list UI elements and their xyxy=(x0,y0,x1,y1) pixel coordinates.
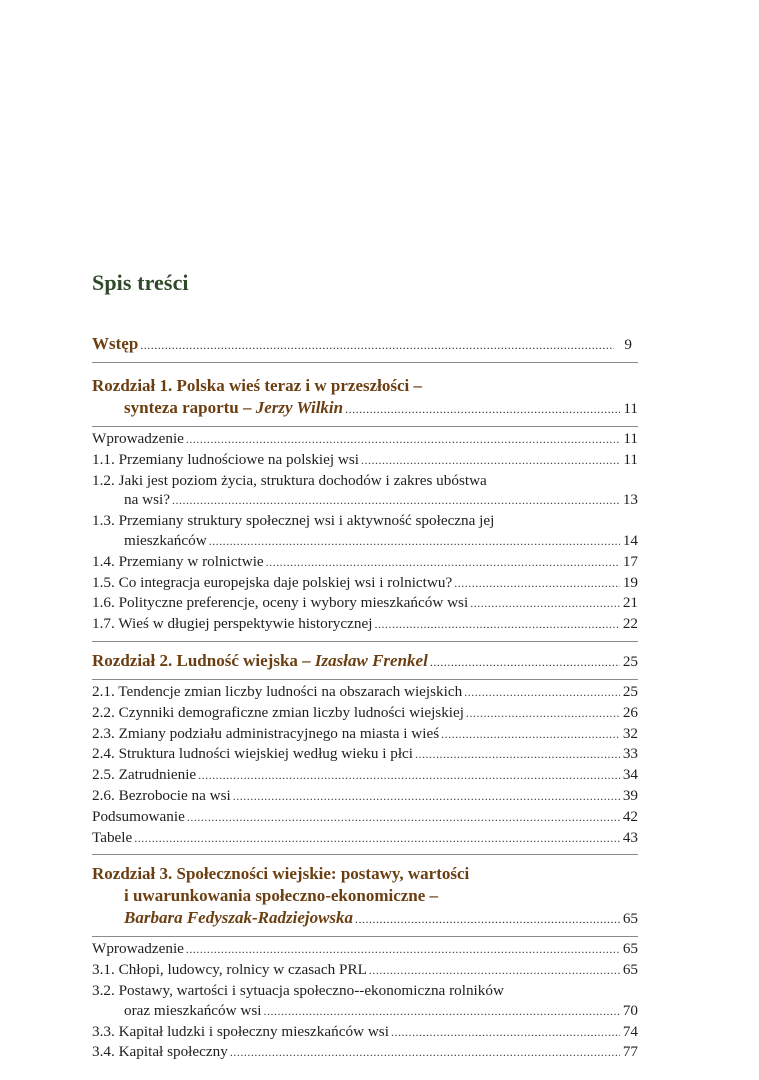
toc-entry[interactable] xyxy=(92,552,638,573)
toc-entry[interactable] xyxy=(92,429,638,450)
leader-dots xyxy=(209,532,620,552)
toc-intro[interactable] xyxy=(92,333,638,356)
leader-dots xyxy=(186,940,620,960)
leader-dots xyxy=(187,808,620,828)
chapter-1-subtitle: synteza raportu – xyxy=(124,398,256,417)
toc-entry[interactable] xyxy=(92,573,638,594)
toc-entry[interactable] xyxy=(92,786,638,807)
toc-entry-label: 2.5. Zatrudnienie xyxy=(92,766,197,784)
toc-entry-page: 14 xyxy=(622,531,638,549)
divider xyxy=(92,679,638,680)
leader-dots xyxy=(374,615,620,635)
toc-entry[interactable] xyxy=(92,960,638,981)
toc-intro-page: 9 xyxy=(624,336,632,353)
toc-entry-label: 3.4. Kapitał społeczny xyxy=(92,1043,228,1061)
chapter-1-page: 11 xyxy=(623,400,638,417)
toc-intro-label: Wstęp xyxy=(92,334,139,353)
toc-entry-page: 77 xyxy=(622,1043,638,1061)
toc-entry-label: 1.5. Co integracja europejska daje polskiej wsi i rolnictwu? xyxy=(92,573,453,591)
toc-entry-page: 25 xyxy=(622,682,638,700)
leader-dots xyxy=(233,787,620,807)
leader-dots xyxy=(470,594,620,614)
toc-entry-page: 70 xyxy=(622,1001,638,1019)
leader-dots xyxy=(415,745,620,765)
toc-entry-label: 1.6. Polityczne preferencje, oceny i wybory mieszkańców wsi xyxy=(92,594,469,612)
chapter-3-author: Barbara Fedyszak-Radziejowska xyxy=(124,908,354,928)
toc-entry[interactable] xyxy=(92,828,638,849)
divider xyxy=(92,641,638,642)
page-title: Spis treści xyxy=(92,270,189,295)
toc-entry-page: 22 xyxy=(622,615,638,633)
toc-entry-page: 74 xyxy=(622,1022,638,1040)
divider xyxy=(92,362,638,363)
toc-entry[interactable] xyxy=(92,939,638,960)
leader-dots xyxy=(355,908,620,930)
leader-dots xyxy=(186,430,620,450)
toc-entry-page: 32 xyxy=(622,724,638,742)
leader-dots xyxy=(263,1002,620,1022)
toc-entry-label: 2.3. Zmiany podziału administracyjnego na miasta i wieś xyxy=(92,724,440,742)
toc-entry-label[interactable]: 3.2. Postawy, wartości i sytuacja społeczno--ekonomiczna rolników xyxy=(92,981,504,999)
toc-entry[interactable] xyxy=(92,807,638,828)
leader-dots xyxy=(361,451,620,471)
chapter-1-heading-line2[interactable] xyxy=(92,397,638,420)
toc-entry-page: 43 xyxy=(622,828,638,846)
toc-entry[interactable] xyxy=(92,744,638,765)
toc-entry[interactable] xyxy=(92,682,638,703)
leader-dots xyxy=(134,829,620,849)
chapter-1-author: Jerzy Wilkin xyxy=(255,398,344,417)
chapter-2-heading[interactable] xyxy=(92,650,638,673)
toc-entry-page: 13 xyxy=(622,491,638,509)
toc-entry-page: 17 xyxy=(622,552,638,570)
toc-entry-label[interactable]: 1.3. Przemiany struktury społecznej wsi i aktywność społeczna jej xyxy=(92,512,495,530)
toc-entry-label: 1.4. Przemiany w rolnictwie xyxy=(92,552,264,570)
toc-entry[interactable] xyxy=(92,490,638,511)
divider xyxy=(92,426,638,427)
toc-entry[interactable] xyxy=(92,531,638,552)
toc-entry-label: Wprowadzenie xyxy=(92,940,184,958)
chapter-3-heading-line2[interactable]: i uwarunkowania społeczno-ekonomiczne – xyxy=(124,886,439,906)
chapter-2-page: 25 xyxy=(622,652,638,670)
toc-entry-page: 11 xyxy=(623,450,638,468)
leader-dots xyxy=(230,1043,620,1063)
leader-dots xyxy=(140,334,614,356)
divider xyxy=(92,854,638,855)
toc-entry-page: 34 xyxy=(622,766,638,784)
toc-entry-label: 2.4. Struktura ludności wiejskiej według wieku i płci xyxy=(92,745,413,763)
leader-dots xyxy=(441,725,620,745)
toc-entry[interactable] xyxy=(92,765,638,786)
toc-entry[interactable] xyxy=(92,614,638,635)
toc-entry[interactable] xyxy=(92,1022,638,1043)
toc-entry-label: 2.6. Bezrobocie na wsi xyxy=(92,786,231,804)
toc-entry-page: 42 xyxy=(622,807,638,825)
chapter-2-title: Rozdział 2. Ludność wiejska – xyxy=(92,650,315,670)
toc-entry[interactable] xyxy=(92,1042,638,1063)
toc-entry-label: Wprowadzenie xyxy=(92,430,184,447)
chapter-3-heading-line3[interactable] xyxy=(92,907,638,930)
toc-entry-label[interactable]: 1.2. Jaki jest poziom życia, struktura dochodów i zakres ubóstwa xyxy=(92,471,487,489)
toc-entry-page: 11 xyxy=(623,430,638,447)
toc-entry-label-cont: na wsi? xyxy=(124,491,170,509)
leader-dots xyxy=(430,651,620,673)
toc-entry-label: Tabele xyxy=(92,828,133,846)
toc-entry-label: 1.7. Wieś w długiej perspektywie historycznej xyxy=(92,615,373,633)
toc-entry-page: 65 xyxy=(622,940,638,958)
toc-entry-label-cont: mieszkańców xyxy=(124,531,207,549)
toc-entry-label-cont: oraz mieszkańców wsi xyxy=(124,1001,262,1019)
toc-entry[interactable] xyxy=(92,724,638,745)
leader-dots xyxy=(391,1023,620,1043)
toc-entry-label: 3.1. Chłopi, ludowcy, rolnicy w czasach PRL xyxy=(92,961,367,979)
leader-dots xyxy=(172,491,620,511)
table-of-contents xyxy=(92,333,638,1063)
toc-entry[interactable] xyxy=(92,593,638,614)
toc-entry-page: 33 xyxy=(622,745,638,763)
divider xyxy=(92,936,638,937)
leader-dots xyxy=(454,574,620,594)
toc-entry-page: 21 xyxy=(622,594,638,612)
leader-dots xyxy=(345,398,620,420)
toc-entry-page: 19 xyxy=(622,573,638,591)
toc-entry-label: 2.2. Czynniki demograficzne zmian liczby ludności wiejskiej xyxy=(92,703,464,721)
toc-entry[interactable] xyxy=(92,450,638,471)
toc-entry-page: 65 xyxy=(622,961,638,979)
toc-entry-label: 3.3. Kapitał ludzki i społeczny mieszkańców wsi xyxy=(92,1022,389,1040)
chapter-1-heading-line1[interactable]: Rozdział 1. Polska wieś teraz i w przeszłości – xyxy=(92,376,423,395)
leader-dots xyxy=(464,683,620,703)
toc-entry-label: 2.1. Tendencje zmian liczby ludności na obszarach wiejskich xyxy=(92,682,463,700)
leader-dots xyxy=(369,961,620,981)
toc-entry-label: Podsumowanie xyxy=(92,807,185,825)
leader-dots xyxy=(266,553,620,573)
toc-entry-page: 39 xyxy=(622,786,638,804)
toc-entry[interactable] xyxy=(92,703,638,724)
leader-dots xyxy=(198,766,620,786)
toc-entry-label: 1.1. Przemiany ludnościowe na polskiej wsi xyxy=(92,450,360,468)
chapter-2-author: Izasław Frenkel xyxy=(314,650,428,670)
chapter-3-heading-line1[interactable]: Rozdział 3. Społeczności wiejskie: postawy, wartości xyxy=(92,864,470,884)
chapter-3-page: 65 xyxy=(622,910,638,928)
toc-entry[interactable] xyxy=(92,1001,638,1022)
leader-dots xyxy=(466,704,620,724)
toc-entry-page: 26 xyxy=(622,703,638,721)
